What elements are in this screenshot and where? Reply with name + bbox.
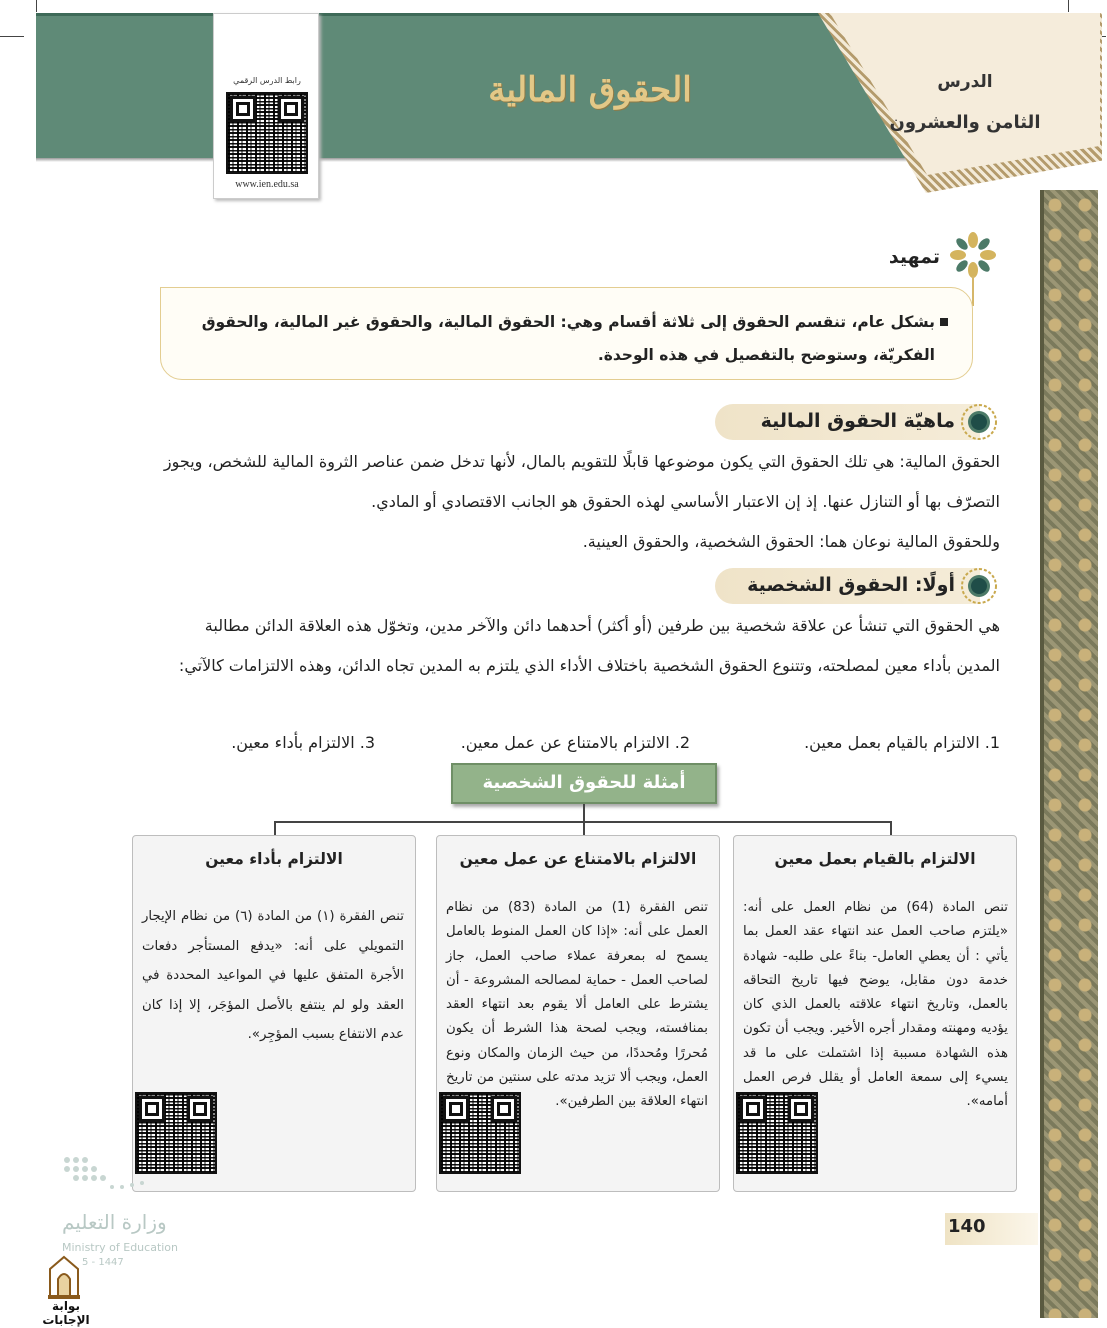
page-title: الحقوق المالية: [488, 70, 692, 110]
list-item: 2. الالتزام بالامتناع عن عمل معين.: [460, 733, 690, 752]
paragraph: وللحقوق المالية نوعان هما: الحقوق الشخصية، والحقوق العينية.: [582, 532, 1000, 551]
list-item: 3. الالتزام بأداء معين.: [231, 733, 375, 752]
flower-icon: [950, 232, 996, 278]
page-number: 140: [948, 1216, 986, 1237]
qr-code-icon[interactable]: [439, 1092, 521, 1174]
example-card-text: تنص المادة (64) من نظام العمل على أنه: «يلتزم صاحب العمل عند انتهاء عقد العمل بما يأتي : أن يعطي العامل- بناءً على طلبه- شهادة خدمة دون مقابل، يوضح فيها تاريخ التحاقه بالعمل، وتاريخ انتهاء علاقته بالعمل الذي كان يؤديه ومهنته ومقدار أجره الأخير. ويجب أن تكون هذه الشهادة مسببة إذا اشتملت على ما قد يسيء إلى سمعة العامل أو يقلل فرص العمل أمامه».: [743, 900, 1008, 1110]
ministry-logo-english: Ministry of Education: [62, 1241, 179, 1254]
lesson-number: الثامن والعشرون: [889, 112, 1041, 133]
building-logo-icon: [44, 1255, 84, 1301]
qr-code-icon[interactable]: [226, 92, 308, 174]
decorative-side-edge: [1040, 190, 1044, 1318]
qr-label: رابط الدرس الرقمي: [233, 76, 301, 85]
section-heading: أولًا: الحقوق الشخصية: [747, 574, 955, 596]
ministry-logo-arabic: وزارة التعليم: [62, 1210, 167, 1234]
paragraph: هي الحقوق التي تنشأ عن علاقة شخصية بين طرفين (أو أكثر) أحدهما دائن والآخر مدين، وتخوّل هذه العلاقة الدائن مطالبة المدين بأداء معين لمصلحته، وتتنوع الحقوق الشخصية باختلاف الأداء الذي يلتزم به المدين تجاه الدائن، وهذه الالتزامات كالآتي:: [178, 616, 1000, 675]
sun-icon: [960, 403, 998, 441]
decorative-side-strip: [1040, 190, 1098, 1318]
paragraph: الحقوق المالية: هي تلك الحقوق التي يكون موضوعها قابلًا للتقويم بالمال، لأنها تدخل ضمن عناصر الثروة المالية للشخص، ويجوز التصرّف بها أو التنازل عنها. إذ إن الاعتبار الأساسي لهذه الحقوق هو الجانب الاقتصادي أو المادي.: [163, 452, 1000, 511]
crop-mark: [0, 36, 24, 37]
digital-lesson-card[interactable]: [213, 13, 319, 199]
example-card-heading: الالتزام بأداء معين: [205, 850, 343, 868]
diagram-title: أمثلة للحقوق الشخصية: [451, 763, 717, 804]
watermark-text: بوابة الإجابات: [42, 1299, 90, 1327]
example-card-text: تنص الفقرة (1) من المادة (83) من نظام العمل على أنه: «إذا كان العمل المنوط بالعامل يسمح له بمعرفة عملاء صاحب العمل، جاز لصاحب العمل - حماية لمصالحه المشروعة - أن يشترط على العامل ألا يقوم بعد انتهاء العقد بمنافسته، ويجب لصحة هذا الشرط أن يكون مُحررًا ومُحددًا، من حيث الزمان والمكان ونوع العمل، ويجب ألا تزيد مدته على سنتين من تاريخ انتهاء العلاقة بين الطرفين».: [446, 900, 708, 1110]
bullet-icon: [940, 318, 948, 326]
crop-mark: [1068, 0, 1069, 12]
lesson-label: الدرس: [937, 72, 993, 92]
example-card-heading: الالتزام بالقيام بعمل معين: [774, 850, 976, 868]
qr-code-icon[interactable]: [736, 1092, 818, 1174]
intro-heading: تمهيد: [888, 246, 940, 268]
intro-connector: [972, 276, 974, 306]
ministry-logo-dots-icon: [62, 1155, 162, 1195]
crop-mark: [36, 0, 37, 12]
lesson-url[interactable]: www.ien.edu.sa: [235, 179, 299, 190]
connector-line: [583, 821, 585, 835]
list-item: 1. الالتزام بالقيام بعمل معين.: [804, 733, 1000, 752]
edition-year: 5 - 1447: [82, 1257, 124, 1268]
sun-icon: [960, 567, 998, 605]
connector-line: [583, 804, 585, 822]
connector-line: [890, 821, 892, 835]
example-card-heading: الالتزام بالامتناع عن عمل معين: [459, 850, 697, 868]
connector-line: [274, 821, 276, 835]
example-card-text: تنص الفقرة (١) من المادة (٦) من نظام الإيجار التمويلي على أنه: «يدفع المستأجر دفعات الأجرة المتفق عليها في المواعيد المحددة في العقد ولو لم ينتفع بالأصل المؤجَر، إلا إذا كان عدم الانتفاع بسبب المؤجِر».: [142, 909, 404, 1042]
section-heading: ماهيّة الحقوق المالية: [760, 410, 955, 432]
intro-text: بشكل عام، تنقسم الحقوق إلى ثلاثة أقسام وهي: الحقوق المالية، والحقوق غير المالية، والحقوق الفكريّة، وستوضح بالتفصيل في هذه الوحدة.: [201, 313, 935, 364]
